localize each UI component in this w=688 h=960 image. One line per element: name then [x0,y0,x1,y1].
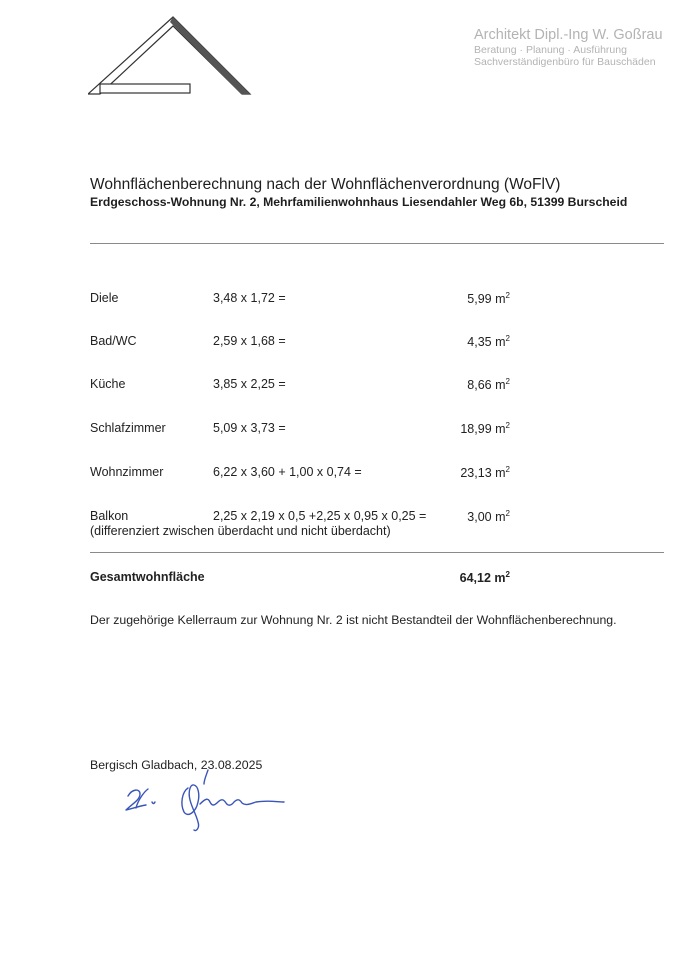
roof-logo-icon [88,14,254,98]
room-name: Balkon [90,509,129,523]
room-area: 23,13 $m^2$ [460,465,510,480]
room-name: Schlafzimmer [90,421,166,435]
room-formula: 3,85 x 2,25 = [213,377,286,391]
room-formula: 2,59 x 1,68 = [213,334,286,348]
divider-top [90,243,664,244]
room-name: Diele [90,291,119,305]
room-formula: 5,09 x 3,73 = [213,421,286,435]
room-formula: 6,22 x 3,60 + 1,00 x 0,74 = [213,465,362,479]
room-formula: 2,25 x 2,19 x 0,5 +2,25 x 0,95 x 0,25 = [213,509,427,523]
room-formula: 3,48 x 1,72 = [213,291,286,305]
document-title: Wohnflächenberechnung nach der Wohnflächenverordnung (WoFlV) [90,176,561,193]
room-note: (differenziert zwischen überdacht und nicht überdacht) [90,524,391,538]
letterhead-expert: Sachverständigenbüro für Bauschäden [474,56,656,68]
signature-icon [118,762,290,834]
room-area: 5,99 $m^2$ [467,291,510,306]
room-name: Wohnzimmer [90,465,164,479]
letterhead [474,26,688,68]
place-date: Bergisch Gladbach, 23.08.2025 [90,758,263,772]
total-area: 64,12 $m^2$ [459,570,510,585]
divider-bottom [90,552,664,553]
basement-note: Der zugehörige Kellerraum zur Wohnung Nr. 2 ist nicht Bestandteil der Wohnflächenberechnung. [90,613,617,627]
room-area: 8,66 $m^2$ [467,377,510,392]
total-label: Gesamtwohnfläche [90,570,205,584]
room-name: Bad/WC [90,334,137,348]
room-area: 18,99 $m^2$ [460,421,510,436]
room-area: 3,00 $m^2$ [467,509,510,524]
letterhead-name: Architekt Dipl.-Ing W. Goßrau [474,27,663,43]
letterhead-services: Beratung · Planung · Ausführung [474,44,627,56]
room-name: Küche [90,377,126,391]
document-subtitle: Erdgeschoss-Wohnung Nr. 2, Mehrfamilienwohnhaus Liesendahler Weg 6b, 51399 Burscheid [90,195,628,209]
room-area: 4,35 $m^2$ [467,334,510,349]
